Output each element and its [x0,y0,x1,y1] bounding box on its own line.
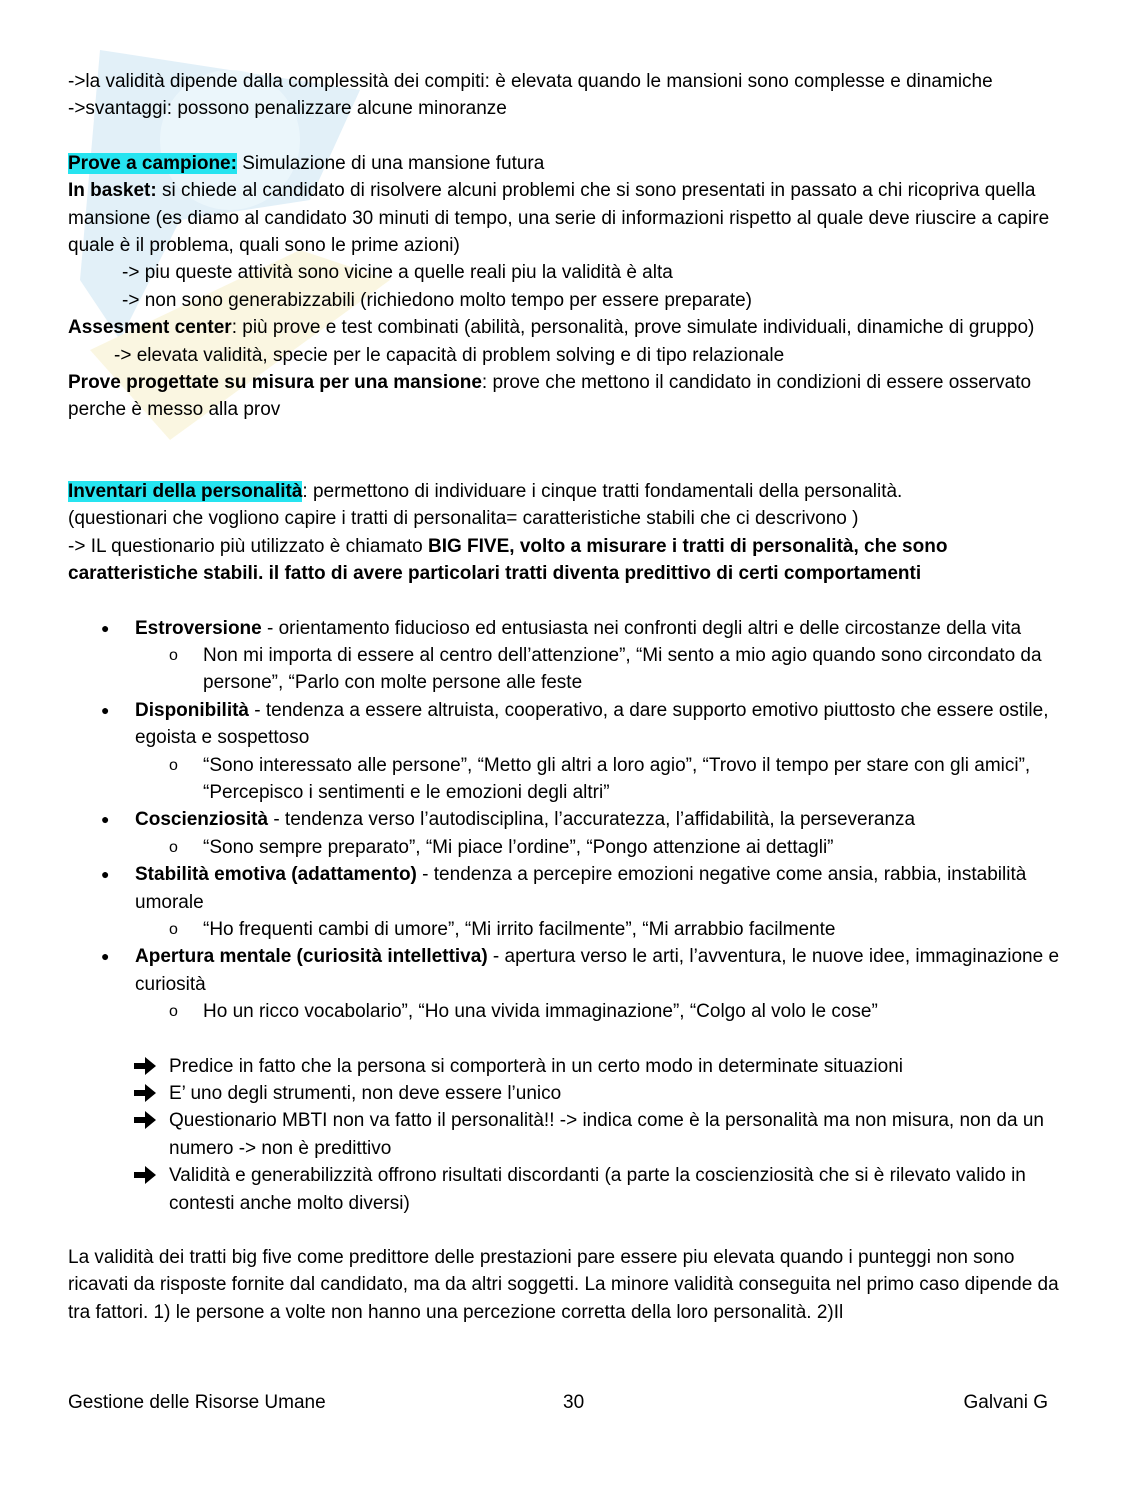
assessment-label: Assesment center [68,317,232,339]
arrow-item: E’ uno degli strumenti, non deve essere l’unico [68,1080,1078,1107]
traits-list [68,615,1078,1026]
trait-item: ● Estroversione - orientamento fiducioso ed entusiasta nei confronti degli altri e delle circostanze della vita [68,615,1078,642]
misura-paragraph: Prove progettate su misura per una mansione: prove che mettono il candidato in condizioni di essere osservato perche è messo alla prov [68,372,1032,421]
trait-example: o Non mi importa di essere al centro dell’attenzione”, “Mi sento a mio agio quando sono circondato da persone”, “Parlo con molte persone alle feste [68,642,1078,697]
right-arrow-icon [134,1057,156,1075]
sub-bullet-circle-icon: o [169,756,178,774]
arrow-item: Validità e generabilizzità offrono risultati discordanti (a parte la coscienziosità che si è rilevato valido in contesti anche molto diversi) [68,1162,1078,1217]
trait-example: o “Sono interessato alle persone”, “Metto gli altri a loro agio”, “Trovo il tempo per stare con gli amici”, “Percepisco i sentimenti e le emozioni degli altri” [68,752,1078,807]
bullet-dot-icon: ● [101,866,110,883]
intro-line: ->svantaggi: possono penalizzare alcune minoranze [68,98,507,120]
sub-bullet-circle-icon: o [169,1003,178,1021]
intro-line: ->la validità dipende dalla complessità dei compiti: è elevata quando le mansioni sono complesse e dinamiche [68,71,993,92]
inbasket-sub: -> non sono generabizzabili (richiedono molto tempo per essere preparate) [122,289,752,311]
footer-author: Galvani G [963,1392,1048,1413]
bullet-dot-icon: ● [101,948,110,965]
trait-item: ● Stabilità emotiva (adattamento) - tendenza a percepire emozioni negative come ansia, rabbia, instabilità umorale [68,861,1078,916]
trait-item: ● Disponibilità - tendenza a essere altruista, cooperativo, a dare supporto emotivo piuttosto che essere ostile, egoista e sospettoso [68,697,1078,752]
footer-course: Gestione delle Risorse Umane [68,1392,326,1413]
inbasket-label: In basket: [68,180,157,202]
bullet-dot-icon: ● [101,811,110,828]
trait-example: o “Sono sempre preparato”, “Mi piace l’ordine”, “Pongo attenzione ai dettagli” [68,834,1078,861]
right-arrow-icon [134,1084,156,1102]
section-heading-inventari: Inventari della personalità [68,480,303,502]
inbasket-paragraph: In basket: si chiede al candidato di risolvere alcuni problemi che si sono presentati in passato a chi ricopriva quella mansione (es diamo al candidato 30 minuti di tempo, una serie di informazioni rispetto al quale deve riuscire a capire quale è il problema, quali sono le prime azioni) [68,180,1050,257]
page-content [68,68,1078,1326]
trait-item: ● Apertura mentale (curiosità intellettiva) - apertura verso le arti, l’avventura, le nuove idee, immaginazione e curiosità [68,943,1078,998]
sub-bullet-circle-icon: o [169,920,178,938]
closing-paragraph: La validità dei tratti big five come predittore delle prestazioni pare essere piu elevata quando i punteggi non sono ricavati da risposte fornite dal candidato, ma da altri soggetti. La minore validità conseguita nel primo caso dipende da tra fattori. 1) le persone a volte non hanno una percezione corretta della loro personalità. 2)Il [68,1247,1059,1323]
assessment-paragraph: Assesment center: più prove e test combinati (abilità, personalità, prove simulate individuali, dinamiche di gruppo) [68,317,1035,339]
section-heading-campione: Prove a campione: [68,152,237,174]
bullet-dot-icon: ● [101,619,110,636]
arrow-item: Predice in fatto che la persona si comporterà in un certo modo in determinate situazioni [68,1053,1078,1080]
right-arrow-icon [134,1111,156,1129]
trait-item: ● Coscienziosità - tendenza verso l’autodisciplina, l’accuratezza, l’affidabilità, la perseveranza [68,806,1078,833]
sub-bullet-circle-icon: o [169,838,178,856]
right-arrow-icon [134,1166,156,1184]
inventari-heading-line: Inventari della personalità: permettono di individuare i cinque tratti fondamentali della personalità. [68,480,903,502]
arrow-item: Questionario MBTI non va fatto il personalità!! -> indica come è la personalità ma non misura, non da un numero -> non è predittivo [68,1107,1078,1162]
campione-heading-line: Prove a campione: Simulazione di una mansione futura [68,152,545,174]
bullet-dot-icon: ● [101,701,110,718]
arrow-list [68,1053,1078,1217]
assessment-sub: -> elevata validità, specie per le capacità di problem solving e di tipo relazionale [114,344,785,366]
inbasket-sub: -> piu queste attività sono vicine a quelle reali piu la validità è alta [122,262,673,284]
misura-label: Prove progettate su misura per una mansione [68,372,482,394]
sub-bullet-circle-icon: o [169,646,178,664]
page-footer [68,1392,1048,1422]
trait-example: o Ho un ricco vocabolario”, “Ho una vivida immaginazione”, “Colgo al volo le cose” [68,998,1078,1025]
page-number: 30 [563,1392,585,1413]
inventari-line: (questionari che vogliono capire i tratti di personalita= caratteristiche stabili che ci descrivono ) [68,508,859,530]
inventari-line: -> IL questionario più utilizzato è chiamato BIG FIVE, volto a misurare i tratti di personalità, che sono caratteristiche stabili. il fatto di avere particolari tratti diventa predittivo di certi comportamenti [68,535,948,585]
trait-example: o “Ho frequenti cambi di umore”, “Mi irrito facilmente”, “Mi arrabbio facilmente [68,916,1078,943]
